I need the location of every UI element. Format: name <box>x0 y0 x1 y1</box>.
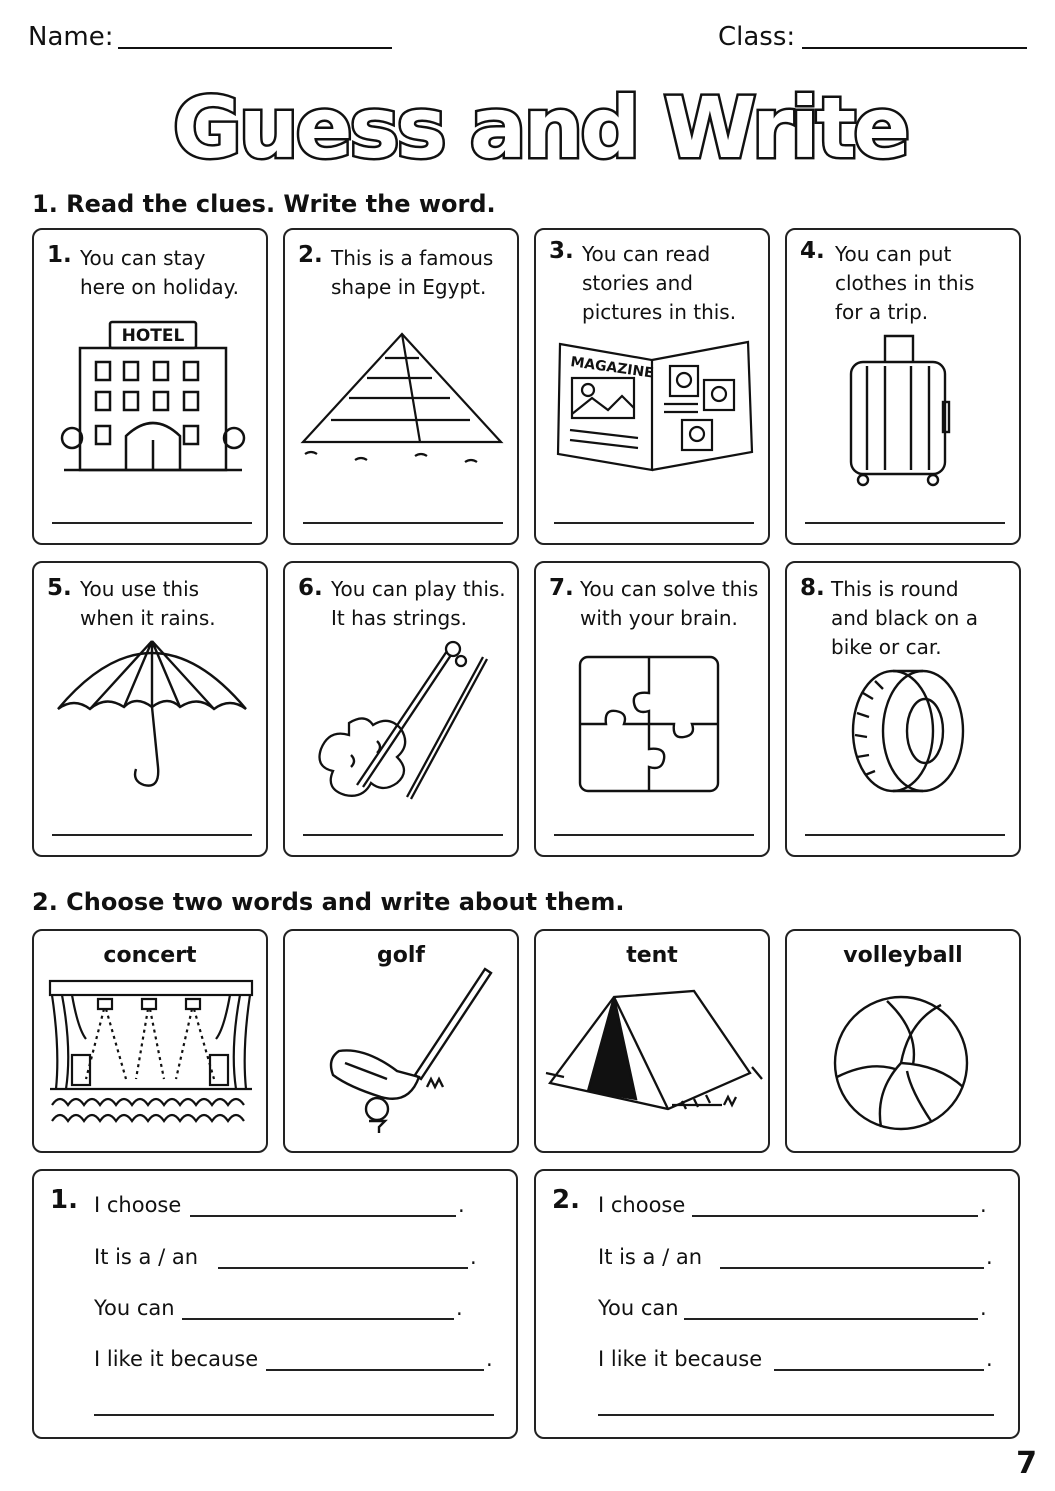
name-label: Name: <box>28 22 114 52</box>
clue-card-6 <box>283 561 519 857</box>
writing-box-1: 1. I choose . It is a / an . You can . I like it because . <box>32 1169 518 1439</box>
clue-number: 7. <box>549 575 574 601</box>
word-label: golf <box>377 943 425 968</box>
title-text: Guess and Write <box>172 79 908 172</box>
violin-icon <box>311 637 495 807</box>
answer-line-4[interactable] <box>805 522 1005 524</box>
word-card-golf <box>283 929 519 1153</box>
answer-it-is[interactable] <box>218 1267 468 1269</box>
clue-card-4 <box>785 228 1021 545</box>
clue-number: 8. <box>800 575 825 601</box>
umbrella-icon <box>52 637 252 797</box>
answer-you-can[interactable] <box>182 1318 454 1320</box>
hotel-sign: HOTEL <box>121 326 185 346</box>
prompt-like-because: I like it because <box>94 1347 259 1371</box>
clue-card-2 <box>283 228 519 545</box>
extra-writing-line[interactable] <box>94 1414 494 1416</box>
answer-line-7[interactable] <box>554 834 754 836</box>
word-card-volleyball <box>785 929 1021 1153</box>
clue-number: 2. <box>298 242 323 268</box>
answer-line-3[interactable] <box>554 522 754 524</box>
clue-text: You use this when it rains. <box>80 577 216 630</box>
answer-choose[interactable] <box>692 1215 978 1217</box>
tent-icon <box>544 987 764 1127</box>
writing-number: 2. <box>552 1185 580 1215</box>
clue-card-3 <box>534 228 770 545</box>
word-label: volleyball <box>843 943 963 968</box>
clue-text: You can play this. It has strings. <box>331 577 506 630</box>
page-title <box>0 72 1055 172</box>
clue-card-7 <box>534 561 770 857</box>
answer-like-because[interactable] <box>266 1369 484 1371</box>
name-field[interactable] <box>118 47 392 49</box>
clue-number: 4. <box>800 238 825 264</box>
prompt-you-can: You can <box>94 1296 175 1320</box>
concert-stage-icon <box>46 979 256 1145</box>
prompt-it-is: It is a / an <box>598 1245 703 1269</box>
golf-club-icon <box>325 967 495 1137</box>
magazine-masthead: MAGAZINE <box>569 354 655 382</box>
word-card-tent <box>534 929 770 1153</box>
section2-heading: 2. Choose two words and write about them. <box>32 888 625 916</box>
clue-card-8 <box>785 561 1021 857</box>
section1-heading: 1. Read the clues. Write the word. <box>32 190 496 218</box>
volleyball-icon <box>829 991 973 1135</box>
writing-number: 1. <box>50 1185 78 1215</box>
prompt-like-because: I like it because <box>598 1347 763 1371</box>
clue-number: 1. <box>47 242 72 268</box>
class-field[interactable] <box>802 47 1027 49</box>
clue-text: This is round and black on a bike or car. <box>831 577 978 659</box>
page-number: 7 <box>1016 1446 1037 1481</box>
answer-it-is[interactable] <box>720 1267 984 1269</box>
answer-line-8[interactable] <box>805 834 1005 836</box>
clue-text: You can read stories and pictures in this. <box>582 242 737 324</box>
clue-text: You can put clothes in this for a trip. <box>835 242 975 324</box>
clue-text: You can stay here on holiday. <box>80 246 240 299</box>
answer-choose[interactable] <box>190 1215 456 1217</box>
clue-number: 3. <box>549 238 574 264</box>
answer-line-5[interactable] <box>52 834 252 836</box>
answer-line-6[interactable] <box>303 834 503 836</box>
magazine-icon <box>552 338 756 476</box>
answer-you-can[interactable] <box>684 1318 978 1320</box>
word-label: tent <box>626 943 678 968</box>
prompt-you-can: You can <box>598 1296 679 1320</box>
word-label: concert <box>103 943 197 968</box>
clue-text: You can solve this with your brain. <box>580 577 759 630</box>
suitcase-icon <box>845 332 955 488</box>
tyre-icon <box>849 667 969 797</box>
puzzle-icon <box>576 653 722 795</box>
prompt-choose: I choose <box>598 1193 686 1217</box>
answer-line-2[interactable] <box>303 522 503 524</box>
clue-number: 5. <box>47 575 72 601</box>
pyramid-icon <box>295 328 509 474</box>
extra-writing-line[interactable] <box>598 1414 994 1416</box>
clue-card-1 <box>32 228 268 545</box>
prompt-it-is: It is a / an <box>94 1245 199 1269</box>
hotel-icon <box>60 318 246 474</box>
answer-line-1[interactable] <box>52 522 252 524</box>
clue-text: This is a famous shape in Egypt. <box>331 246 494 299</box>
prompt-choose: I choose <box>94 1193 182 1217</box>
writing-box-2: 2. I choose . It is a / an . You can . I like it because . <box>534 1169 1020 1439</box>
clue-number: 6. <box>298 575 323 601</box>
answer-like-because[interactable] <box>774 1369 984 1371</box>
word-card-concert <box>32 929 268 1153</box>
clue-card-5 <box>32 561 268 857</box>
class-label: Class: <box>718 22 796 52</box>
